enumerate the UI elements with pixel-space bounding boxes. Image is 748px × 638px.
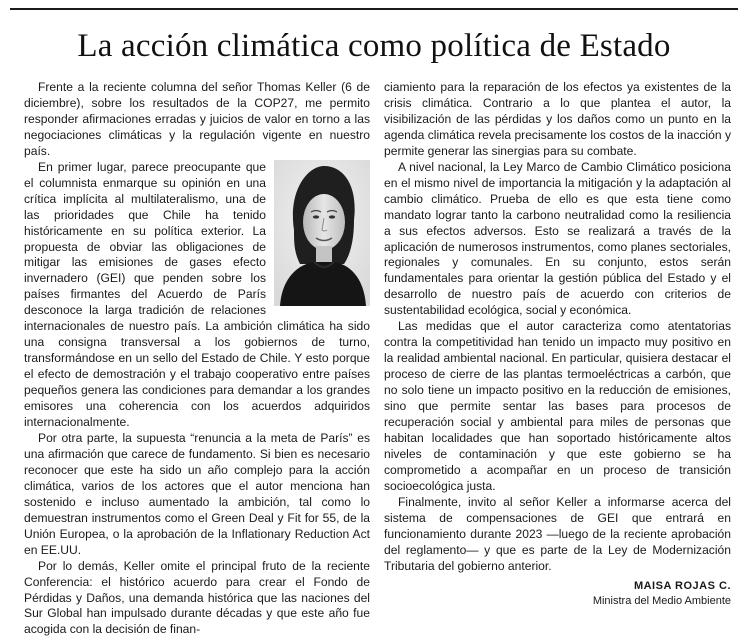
paragraph: A nivel nacional, la Ley Marco de Cambio Climático posiciona en el mismo nivel de importancia la mitigación y la adaptación al cambio climático. Prueba de ello es que esta tiene como mandato lograr tanto la carbono neutralidad como la resiliencia a sus efectos adversos. Esto se realizará a través de la aplicación de numerosos instrumentos, como planes sectoriales, regionales y comunales. En su conjunto, estos serán fundamentales para orientar la gestión pública del Estado y el desarrollo de nuestro país de acuerdo con criterios de sustentabilidad ecológica, social y económica.: [384, 159, 731, 318]
column-right: [384, 80, 731, 609]
paragraph: ciamiento para la reparación de los efectos ya existentes de la crisis climática. Contrario a lo que plantea el autor, la visibilización de las pérdidas y los daños como un punto en la agenda climática revela precisamente los costos de la inacción y permite generar las sinergias para su combate.: [384, 80, 731, 158]
headline: La acción climática como política de Estado: [77, 28, 671, 64]
top-rule: [10, 8, 738, 10]
column-left: [24, 80, 370, 638]
author-portrait-icon: [274, 160, 370, 306]
paragraph: Las medidas que el autor caracteriza como atentatorias contra la competitividad han tenido un impacto muy positivo en la realidad ambiental nacional. En particular, quisiera destacar el proceso de cierre de las plantas termoeléctricas a carbón, que no solo tiene un impacto positivo en la reducción de emisiones, sino que permite sentar las bases para procesos de recuperación social y ambiental para miles de personas que habitan localidades que han soportado históricamente altos niveles de contaminación y que este gobierno se ha comprometido a acompañar en un proceso de transición socioecológica justa.: [384, 319, 731, 493]
author-portrait-photo: [274, 160, 370, 306]
paragraph: En primer lugar, parece preocupante que el columnista enmarque su opinión en una crítica implícita al multilateralismo, una de las prioridades que Chile ha tenido históricamente en su política exterior. La propuesta de obviar las obligaciones de mitigar las emisiones de gases efecto invernadero (GEI) que penden sobre los países firmantes del Acuerdo de París desconoce la larga tradición de relaciones internacionales de nuestro país. La ambición climática ha sido una consigna transversal a los gobiernos de turno, transformándose en un sello del Estado de Chile. Y esto porque el efecto de demostración y el trabajo cooperativo entre países pequeños genera las condiciones para demandar a los grandes emisores una coherencia con los acuerdos adquiridos internacionalmente.: [24, 159, 370, 430]
paragraph: Por lo demás, Keller omite el principal fruto de la reciente Conferencia: el histórico acuerdo para crear el Fondo de Pérdidas y Daños, una demanda histórica que las naciones del Sur Global han impulsado durante décadas y que este año fue acogida con la decisión de finan-: [24, 558, 370, 637]
author-title: Ministra del Medio Ambiente: [592, 594, 731, 607]
author-name: MAISA ROJAS C.: [633, 579, 731, 592]
paragraph: Frente a la reciente columna del señor Thomas Keller (6 de diciembre), sobre los resultados de la COP27, me permito responder afirmaciones erradas y juicios de valor en torno a las negociaciones climáticas y la regulación vigente en nuestro país.: [24, 80, 370, 158]
paragraph: Finalmente, invito al señor Keller a informarse acerca del sistema de compensaciones de GEI que entrará en funcionamiento durante 2023 —luego de la reciente aprobación del reglamento— y que es parte de la Ley de Modernización Tributaria del gobierno anterior.: [384, 494, 731, 573]
paragraph: Por otra parte, la supuesta “renuncia a la meta de París” es una afirmación que carece de fundamento. Si bien es necesario reconocer que este ha sido un año complejo para la acción climática, varios de los actores que el autor menciona han sostenido e incluso aumentado la ambición, tal como lo demuestran instrumentos como el Green Deal y Fit for 55, de la Unión Europea, o la aprobación de la Inflationary Reduction Act en EE.UU.: [24, 430, 370, 557]
